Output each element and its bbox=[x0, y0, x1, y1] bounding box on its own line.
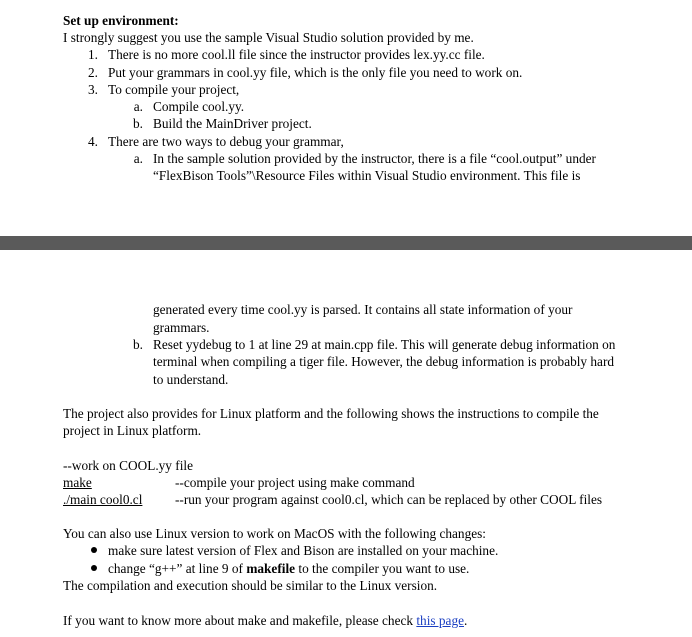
page-divider bbox=[0, 236, 692, 250]
step-1-number: 1. bbox=[88, 47, 98, 62]
work-on-text: --work on COOL.yy file bbox=[63, 458, 193, 473]
step-4a-continuation-2: grammars. bbox=[153, 320, 210, 335]
step-3a-letter: a. bbox=[133, 99, 143, 114]
bullet-2-prefix: change “g++” at line 9 of bbox=[108, 561, 247, 576]
step-4b-line1: Reset yydebug to 1 at line 29 at main.cpp file. This will generate debug information on bbox=[153, 337, 616, 352]
section-heading: Set up environment: bbox=[63, 13, 179, 28]
step-2-text: Put your grammars in cool.yy file, which is the only file you need to work on. bbox=[108, 65, 523, 80]
linux-paragraph-line1: The project also provides for Linux platform and the following shows the instructions to compile the bbox=[63, 406, 599, 421]
step-4a-continuation-1: generated every time cool.yy is parsed. It contains all state information of your bbox=[153, 302, 573, 317]
step-4a-line1: In the sample solution provided by the instructor, there is a file “cool.output” under bbox=[153, 151, 596, 166]
make-description: --compile your project using make command bbox=[175, 475, 415, 490]
step-1-text: There is no more cool.ll file since the instructor provides lex.yy.cc file. bbox=[108, 47, 485, 62]
macos-bullet-1: make sure latest version of Flex and Bison are installed on your machine. bbox=[108, 543, 499, 558]
step-2-number: 2. bbox=[88, 65, 98, 80]
more-info-line bbox=[63, 612, 467, 629]
run-description: --run your program against cool0.cl, which can be replaced by other COOL files bbox=[175, 492, 603, 507]
step-4b-line2: terminal when compiling a tiger file. However, the debug information is probably hard bbox=[153, 354, 615, 369]
this-page-link[interactable]: this page bbox=[416, 613, 464, 628]
step-3b-letter: b. bbox=[133, 116, 143, 131]
macos-bullet-2 bbox=[108, 560, 469, 577]
linux-paragraph-line2: project in Linux platform. bbox=[63, 423, 202, 438]
step-3b-text: Build the MainDriver project. bbox=[153, 116, 312, 131]
macos-intro: You can also use Linux version to work on MacOS with the following changes: bbox=[63, 526, 486, 541]
bullet-2-suffix: to the compiler you want to use. bbox=[295, 561, 470, 576]
step-4b-line3: to understand. bbox=[153, 372, 229, 387]
step-4-number: 4. bbox=[88, 134, 98, 149]
step-3a-text: Compile cool.yy. bbox=[153, 99, 245, 114]
intro-text: I strongly suggest you use the sample Visual Studio solution provided by me. bbox=[63, 30, 474, 45]
makefile-keyword: makefile bbox=[246, 561, 296, 576]
compilation-note: The compilation and execution should be similar to the Linux version. bbox=[63, 578, 438, 593]
bullet-icon bbox=[91, 565, 97, 571]
more-info-prefix: If you want to know more about make and makefile, please check bbox=[63, 613, 417, 628]
step-4a-line2: “FlexBison Tools”\Resource Files within Visual Studio environment. This file is bbox=[153, 168, 581, 183]
more-info-suffix: . bbox=[464, 613, 468, 628]
step-4b-letter: b. bbox=[133, 337, 143, 352]
step-3-text: To compile your project, bbox=[108, 82, 240, 97]
top-page bbox=[0, 0, 692, 228]
bullet-icon bbox=[91, 547, 97, 553]
bottom-page bbox=[0, 258, 692, 637]
run-command: ./main cool0.cl bbox=[63, 492, 143, 507]
make-command: make bbox=[63, 475, 92, 490]
step-4a-letter: a. bbox=[133, 151, 143, 166]
step-4-text: There are two ways to debug your grammar, bbox=[108, 134, 344, 149]
step-3-number: 3. bbox=[88, 82, 98, 97]
